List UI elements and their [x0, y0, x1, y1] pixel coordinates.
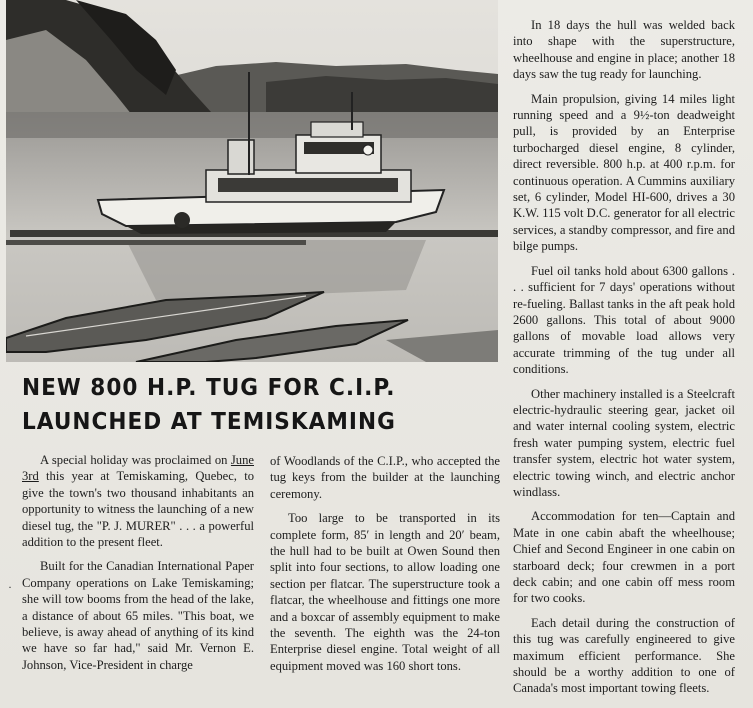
tugboat-photo-icon: [6, 0, 498, 362]
paragraph: Accommodation for ten—Captain and Mate in one cabin abaft the wheelhouse; Chief and Second Engineer in one cabin on starboard deck; four crewmen in a port deck cabin; and one cabin off mess room for two cooks.: [513, 509, 735, 606]
column-2: [270, 453, 500, 682]
paragraph: Main propulsion, giving 14 miles light running speed and a 9½-ton deadweight pull, is provided by an Enterprise turbocharged diesel engine, 8 cylinder, direct reversible. 800 h.p. at 400 r.p.m. for continuous operation. A Cummins auxiliary set, 6 cylinder, Model HI-600, drives a 30 K.W. 115 volt D.C. generator for all electric services, a standby compressor, and fire and bilge pumps.: [513, 91, 735, 254]
paragraph: Built for the Canadian International Paper Company operations on Lake Temiskaming; she will tow booms from the head of the lake, a distance of about 65 miles. "This boat, we believe, is away ahead of anything of its kind we have so far had," said Mr. Vernon E. Johnson, Vice-President in charge: [22, 559, 254, 672]
column-3: [513, 17, 735, 705]
paragraph: of Woodlands of the C.I.P., who accepted the tug keys from the builder at the launching ceremony.: [270, 454, 500, 501]
headline-line-2: LAUNCHED AT TEMISKAMING: [22, 407, 396, 435]
paragraph: [22, 452, 254, 550]
paragraph: Fuel oil tanks hold about 6300 gallons . . . sufficient for 7 days' operations without re-fueling. Ballast tanks in the aft peak hold 2600 gallons. This total of about 9000 gallons of movable load allows very accurate trimming of the tug under all conditions.: [513, 263, 735, 377]
headline: [22, 370, 464, 438]
text-run: A special holiday was proclaimed on: [40, 453, 231, 467]
bullet-mark: ·: [8, 580, 12, 594]
underlined-date: June 3rd: [22, 453, 254, 484]
paragraph: Too large to be transported in its complete form, 85′ in length and 20′ beam, the hull had to be built at Owen Sound then split into four sections, to allow loading one section per flatcar. The superstructure took a flatcar, the wheelhouse and fittings one more and a boxcar of assembly equipment to make the seventh. The eighth was the 24-ton Enterprise diesel engine. Total weight of all equipment moved was 160 short tons.: [270, 511, 500, 673]
column-1: [22, 452, 254, 681]
paragraph: In 18 days the hull was welded back into shape with the superstructure, wheelhouse and engine in place; another 18 days saw the tug ready for launching.: [513, 18, 735, 82]
headline-line-1: NEW 800 H.P. TUG FOR C.I.P.: [22, 373, 396, 401]
paragraph: Other machinery installed is a Steelcraft electric-hydraulic steering gear, jacket oil and water internal cooling system, electric fresh water pumping system, electric fuel transfer system, electric hot water system, electric towing winch, and electric anchor windlass.: [513, 386, 735, 499]
paragraph: Each detail during the construction of this tug was carefully engineered to give maximum efficient performance. She should be a worthy addition to one of Canada's most important towing fleets.: [513, 615, 735, 696]
tugboat-photo: [6, 0, 498, 362]
text-run: this year at Temiskaming, Quebec, to give the town's two thousand inhabitants an opportunity to witness the launching of a new diesel tug, the "P. J. MURER" . . . a powerful addition to the present fleet.: [22, 469, 254, 550]
